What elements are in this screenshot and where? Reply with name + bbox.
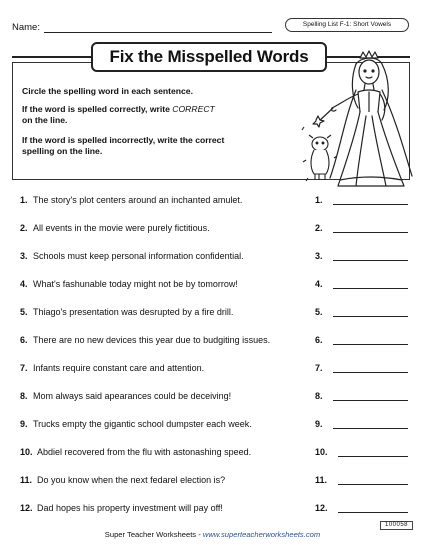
answer-line[interactable] <box>338 456 408 457</box>
question-row: 10. Abdiel recovered from the flu with astonashing speed. 10. <box>20 447 410 461</box>
answer-line[interactable] <box>333 344 408 345</box>
question-row: 1. The story's plot centers around an inchanted amulet. 1. <box>20 195 410 209</box>
worksheet-code: 100058 <box>380 521 413 530</box>
answer-line[interactable] <box>333 260 408 261</box>
answer-line[interactable] <box>333 428 408 429</box>
name-label: Name: <box>12 22 40 33</box>
instruction-3: If the word is spelled incorrectly, write the correct spelling on the line. <box>22 135 225 156</box>
footer: Super Teacher Worksheets - www.superteacherworksheets.com <box>104 530 321 539</box>
instruction-2: If the word is spelled correctly, write CORRECT on the line. <box>22 104 215 125</box>
princess-illustration <box>300 50 418 190</box>
question-row: 5. Thiago's presentation was desrupted by a fire drill. 5. <box>20 307 410 321</box>
spelling-list-tag: Spelling List F-1: Short Vowels <box>285 18 409 32</box>
question-row: 11. Do you know when the next fedarel election is? 11. <box>20 475 410 489</box>
question-row: 8. Mom always said apearances could be deceiving! 8. <box>20 391 410 405</box>
answer-line[interactable] <box>333 372 408 373</box>
question-row: 12. Dad hopes his property investment will pay off! 12. <box>20 503 410 517</box>
name-line[interactable] <box>44 23 272 33</box>
question-row: 9. Trucks empty the gigantic school dumpster each week. 9. <box>20 419 410 433</box>
answer-line[interactable] <box>333 316 408 317</box>
footer-brand: Super Teacher Worksheets <box>104 530 197 539</box>
worksheet-title: Fix the Misspelled Words <box>91 42 327 72</box>
answer-line[interactable] <box>333 232 408 233</box>
question-row: 3. Schools must keep personal information confidential. 3. <box>20 251 410 265</box>
answer-line[interactable] <box>338 512 408 513</box>
question-row: 2. All events in the movie were purely fictitious. 2. <box>20 223 410 237</box>
answer-line[interactable] <box>338 484 408 485</box>
answer-line[interactable] <box>333 400 408 401</box>
question-row: 4. What's fashunable today might not be by tomorrow! 4. <box>20 279 410 293</box>
question-row: 6. There are no new devices this year due to budgiting issues. 6. <box>20 335 410 349</box>
instruction-1: Circle the spelling word in each sentence. <box>22 86 193 96</box>
answer-line[interactable] <box>333 204 408 205</box>
question-row: 7. Infants require constant care and attention. 7. <box>20 363 410 377</box>
title-rule-left <box>12 56 91 58</box>
answer-line[interactable] <box>333 288 408 289</box>
footer-url[interactable]: www.superteacherworksheets.com <box>202 530 321 539</box>
name-row <box>12 22 272 33</box>
